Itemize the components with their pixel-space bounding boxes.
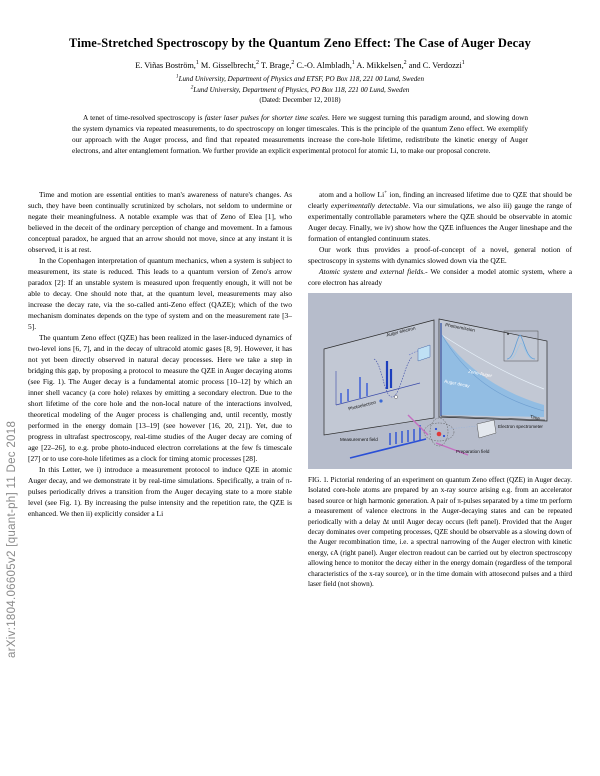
- paragraph-r1: atom and a hollow Li+ ion, finding an increased lifetime due to QZE that should be clearly experimentally detectable. Via our simulations, we also iii) gauge the range of experimentally controllable parameters where the QZE should be observable in atomic Auger decay. Finally, we iv) show how the QZE influences the Auger lineshape and the formation of entangled continuum states.: [308, 189, 572, 243]
- figure-caption-text: Pictorial rendering of an experiment on quantum Zeno effect (QZE) in Auger decay. Isolated core-hole atoms are prepared by an x-ray source arising e.g. from an accelerator based source or high harmonic generation. A pair of π-pulses separated by a time tm perform a measurement of valence electrons in the Auger-decaying states and can be repeated periodically with a delay Δt until Auger decay occurs (left panel). Provided that the Auger decay dominates over competing processes, QZE should be observable as a slowing down of the Auger recombination time, i.e. a spectral narrowing of the Auger electron with kinetic energy, ϵA (right panel). Auger electron readout can be carried out by electron spectroscopy allowing hence to monitor the decay either in the energy domain (regardless of the temporal characteristics of the x-ray source), or in the time domain with attosecond pulses and a third laser field (not shown).: [308, 475, 572, 589]
- right-column: [308, 190, 572, 776]
- figure-label-preparation-field: Preparation field: [456, 448, 490, 454]
- figure-label-electron-spectrometer: Electron spectrometer: [498, 423, 543, 429]
- figure-canvas: [308, 293, 572, 469]
- figure-label-auger-electron: Auger electron: [385, 325, 417, 338]
- right-emphasis: experimentally detectable: [330, 200, 409, 210]
- author-list: E. Viñas Boström,$^1$ M. Gisselbrecht,$^2$ T. Brage,$^2$ C.-O. Almbladh,$^1$ A. Mikkelsen,$^2$ and C. Verdozzi$^1$: [135, 59, 465, 70]
- affiliation-1: $^1$Lund University, Department of Physics and ETSF, PO Box 118, 221 00 Lund, Sweden: [176, 73, 424, 84]
- figure-label-time-axis: Time: [529, 413, 541, 421]
- front-matter: [28, 0, 572, 157]
- paragraph-l4: In this Letter, we i) introduce a measurement protocol to induce QZE in atomic Auger decay, and we demonstrate it by real-time simulations. Specifically, a train of π-pulses periodically drives a transition from the Auger decaying state to a more stable level (see Fig. 1). By increasing the pulse intensity and the repetition rate, the QZE is enhanced. We then ii) explicitly consider a Li: [28, 464, 292, 518]
- abstract-emphasis: faster laser pulses for shorter time scales: [204, 112, 328, 122]
- figure-caption: [308, 475, 572, 590]
- section-lead-in: Atomic system and external fields.-: [319, 266, 428, 276]
- paragraph-l1: Time and motion are essential entities to man's awareness of nature's changes. As such, they have been continually scrutinized by scholars, not seldom to undermine or negate their meaningfulness. A notable example was that of Zeno of Elea [1], who believed in the deceit of the ordinary perception of change and movement. In a famous conceptual paradox, he argued that an arrow should not move, since at any instant it is observed, it is at rest.: [28, 190, 292, 254]
- paragraph-r3: Atomic system and external fields.- We consider a model atomic system, where a core electron has already: [308, 266, 572, 287]
- two-column-body: [28, 190, 572, 776]
- left-column: [28, 190, 292, 776]
- arxiv-stamp-text: arXiv:1804.06605v2 [quant-ph] 11 Dec 2018: [6, 420, 18, 658]
- paragraph-l3: The quantum Zeno effect (QZE) has been realized in the laser-induced dynamics of two-level ions [6, 7], and in the decay of ultracold atomic gases [8, 9]. However, it has not yet been directly observed in natural decay processes. Here we take a step in bridging this gap, by proposing a protocol to measure the QZE in Auger decaying atoms (see Fig. 1). The Auger decay is a fundamental atomic process [10–12] by which an inner shell vacancy (a core hole) relaxes by emitting a secondary electron. Due to the short lifetime of the core hole and the non-local nature of the interactions involved, theoretical modeling of the Auger process is challenging and, until recently, mostly performed in the energy domain [13–19] (see however [16, 20, 21]). Yet, due to progress in ultrafast spectroscopy, real-time studies of the Auger decay are coming of age [22–26], to e.g. probe photo-induced electron correlations at the few fs timescale [27] or to use core-hole lifetimes as a clock for timing atomic processes [28].: [28, 332, 292, 463]
- figure-1: [308, 293, 572, 590]
- arxiv-stamp: [0, 0, 26, 776]
- paper-page: [28, 0, 572, 776]
- figure-label-auger-decay: Auger decay: [443, 378, 471, 389]
- figure-label-photoelectron: Photoelectron: [347, 399, 377, 412]
- paragraph-l2: In the Copenhagen interpretation of quantum mechanics, when a system is subject to measurement, its state is reduced. This leads to a quantum version of Zeno's arrow paradox [2]: If an unstable system is measured upon frequently enough, it will not be able to decay. One should note that, at the quantum level, measurements may also increase the decay rate, via the so-called anti-Zeno effect (QAZE); which of the two mechanism dominates depends on the type of system and on the measurement rate [3–5].: [28, 255, 292, 331]
- figure-label-photoemission: Photoemission: [444, 322, 476, 333]
- figure-illustration: [308, 293, 572, 469]
- figure-label-measurement-field: Measurement field: [340, 436, 378, 442]
- paragraph-r2: Our work thus provides a proof-of-concept of a novel, general notion of spectroscopy in systems with dynamics slowed down via the QZE.: [308, 244, 572, 265]
- dateline: (Dated: December 12, 2018): [259, 95, 341, 104]
- affiliation-2: $^2$Lund University, Department of Physics, PO Box 118, 221 00 Lund, Sweden: [190, 84, 410, 94]
- page-title: Time-Stretched Spectroscopy by the Quantum Zeno Effect: The Case of Auger Decay: [69, 36, 531, 50]
- figure-label-zeno-auger: Zeno-Auger: [467, 368, 493, 379]
- figure-number: FIG. 1.: [308, 475, 329, 484]
- abstract: A tenet of time-resolved spectroscopy is faster laser pulses for shorter time scales. Here we suggest turning this paradigm around, and slowing down the system dynamics via repeated measurements, to do spectroscopy on longer timescales. This is the principle of the quantum Zeno effect. We exemplify our approach with the Auger process, and find that repeated measurements increase the core-hole lifetime, redistribute the kinetic energy of Auger electrons, and alter entanglement formation. We further provide an explicit experimental protocol for atomic Li, to make our proposal concrete.: [72, 112, 529, 155]
